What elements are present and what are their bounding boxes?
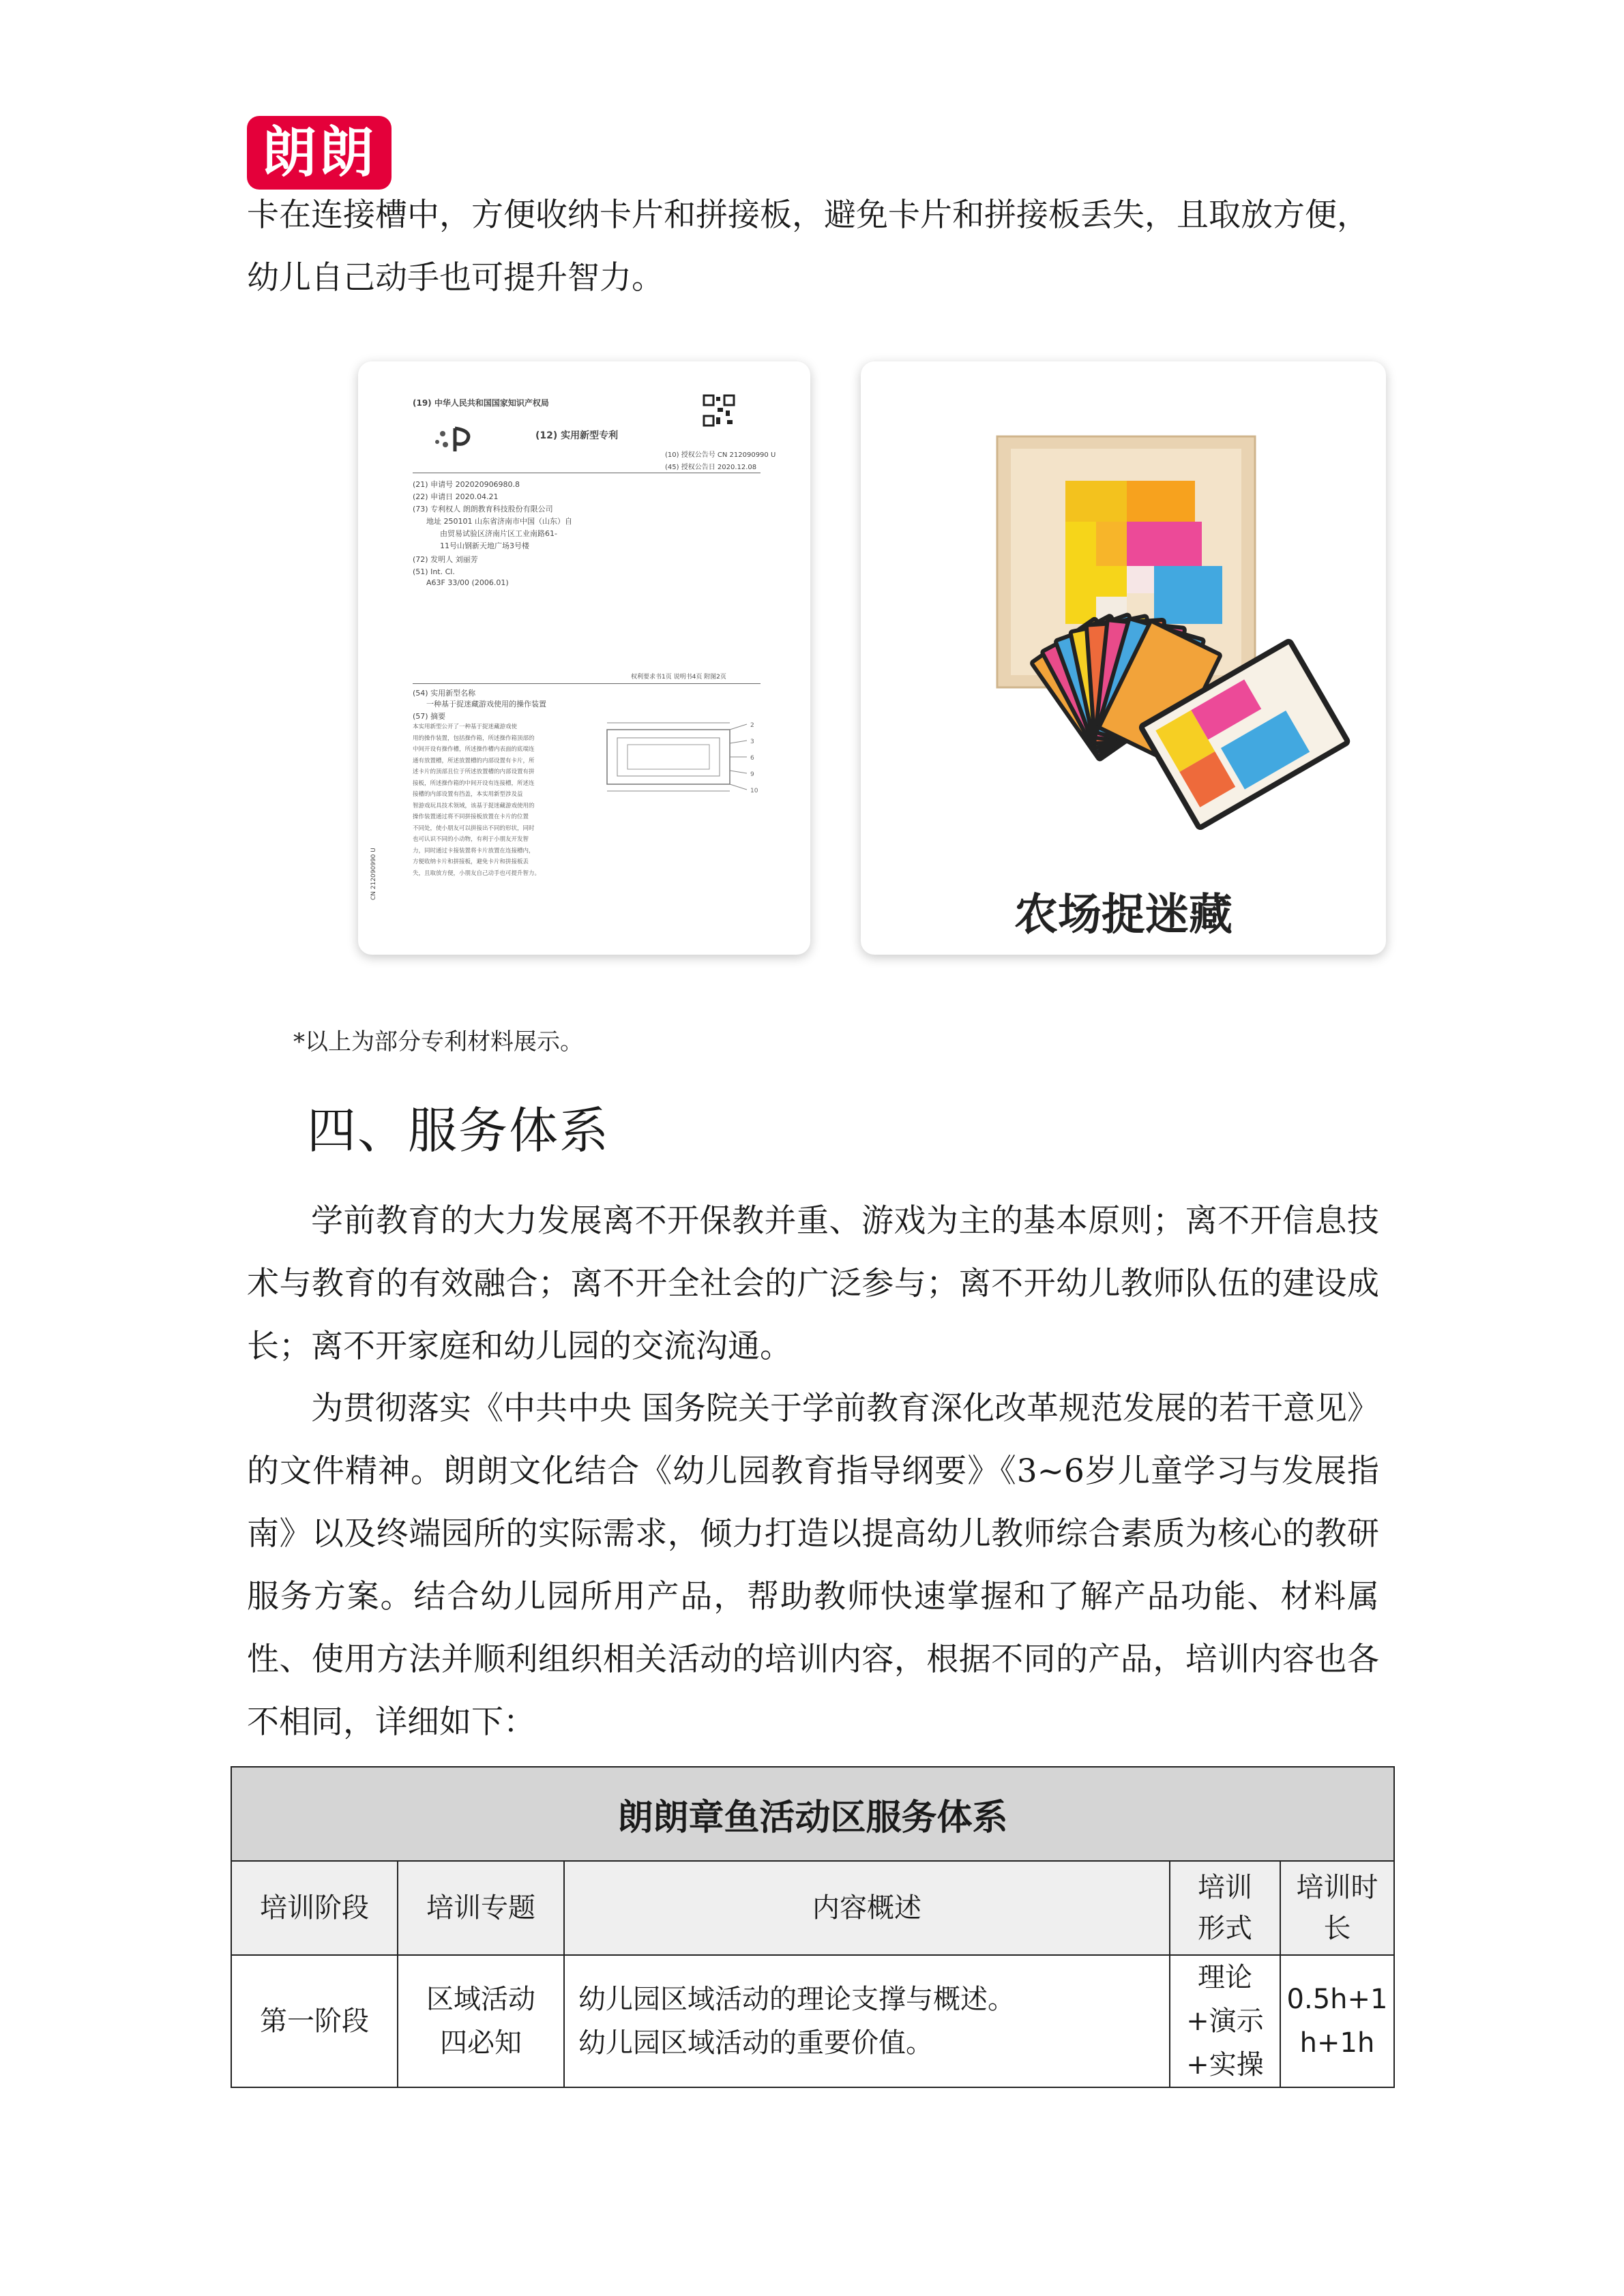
patent-document-image [358,361,810,955]
product-caption: 农场捉迷藏 [1014,890,1232,940]
cell-form [1170,1955,1280,2087]
patent-app-date: (22) 申请日 2020.04.21 [413,492,499,501]
cnipa-logo-icon [433,424,481,456]
svg-text:6: 6 [750,755,754,762]
cell-content-line: 幼儿园区域活动的重要价值。 [578,2027,933,2059]
cell-duration-line: h+1h [1299,2027,1375,2059]
svg-text:2: 2 [750,722,754,729]
intro-paragraph [247,184,1379,310]
header-duration-line: 培训时 [1296,1872,1378,1903]
intro-line-2: 幼儿自己动手也可提升智力。 [247,259,664,297]
product-image-card [861,361,1386,955]
table-title: 朗朗章鱼活动区服务体系 [231,1767,1394,1861]
patent-address-1: 地址 250101 山东省济南市中国（山东）自 [426,517,572,526]
cell-topic-line: 四必知 [440,2027,522,2059]
header-duration-line: 长 [1323,1913,1351,1944]
body-paragraph-1: 学前教育的大力发展离不开保教并重、游戏为主的基本原则；离不开信息技术与教育的有效融合；离不开全社会的广泛参与；离不开幼儿教师队伍的建设成长；离不开家庭和幼儿园的交流沟通。 [247,1202,1379,1365]
cell-form-line: 理论 [1198,1962,1252,1993]
product-photo [861,361,1386,852]
abstract-line: 不同处，使小朋友可以拼接出不同的形状，同时 [413,824,535,832]
patent-pages-note: 权利要求书1页 说明书4页 附图2页 [631,674,726,681]
table-row [231,1955,1394,2087]
patent-type: (12) 实用新型专利 [535,430,619,441]
patent-inventor: (72) 发明人 刘丽芳 [413,555,478,564]
cell-form-line: +实操 [1186,2049,1264,2081]
patent-name-label: (54) 实用新型名称 [413,689,476,698]
header-form [1170,1861,1280,1955]
body-paragraph-2: 为贯彻落实《中共中央 国务院关于学前教育深化改革规范发展的若干意见》的文件精神。朗朗文化结合《幼儿园教育指导纲要》《3~6岁儿童学习与发展指南》以及终端园所的实际需求，倾力打造以提高幼儿教师综合素质为核心的教研服务方案。结合幼儿园所用产品，帮助教师快速掌握和了解产品功能、材料属性、使用方法并顺利组织相关活动的培训内容，根据不同的产品，培训内容也各不相同，详细如下： [247,1390,1379,1741]
patent-note: *以上为部分专利材料展示。 [293,1028,583,1056]
cell-form-line: +演示 [1186,2006,1264,2037]
abstract-line: 中间开设有操作槽，所述操作槽内表面的底端连 [413,746,535,753]
abstract-line: 失，且取放方便，小朋友自己动手也可提升智力。 [413,869,541,877]
abstract-line: 操作装置通过将不同拼接板放置在卡片的位置 [413,814,529,820]
svg-text:10: 10 [750,788,758,794]
svg-text:3: 3 [750,739,754,745]
patent-pub-date: (45) 授权公告日 2020.12.08 [665,464,757,471]
header-form-line: 形式 [1198,1913,1252,1944]
abstract-line: 本实用新型公开了一种基于捉迷藏游戏使 [413,724,518,730]
patent-cl-code: A63F 33/00 (2006.01) [426,578,509,587]
abstract-line: 述卡片的顶部且位于所述放置槽的内部设置有拼 [413,769,535,775]
patent-pub-no: (10) 授权公告号 CN 212090990 U [665,451,776,459]
abstract-line: 方便收纳卡片和拼接板，避免卡片和拼接板丢 [413,859,529,865]
cell-duration [1280,1955,1394,2087]
header-stage: 培训阶段 [231,1861,398,1955]
header-duration [1280,1861,1394,1955]
header-content: 内容概述 [564,1861,1170,1955]
abstract-line: 智游戏玩具技术领域，该基于捉迷藏游戏使用的 [413,802,535,809]
header-topic: 培训专题 [398,1861,564,1955]
patent-abstract-label: (57) 摘要 [413,712,446,721]
cell-content-line: 幼儿园区域活动的理论支撑与概述。 [578,1984,1015,2015]
patent-drawing [593,716,764,811]
patent-side-code: CN 212090990 U [370,848,377,900]
abstract-line: 用的操作装置，包括操作箱，所述操作箱顶部的 [413,734,535,742]
service-system-table [231,1766,1395,2088]
patent-abstract [413,721,583,879]
patent-owner: (73) 专利权人 朗朗教育科技股份有限公司 [413,505,553,513]
cell-stage: 第一阶段 [231,1955,398,2087]
patent-address-3: 11号山钢新天地广场3号楼 [440,541,529,550]
intro-line-1: 卡在连接槽中，方便收纳卡片和拼接板，避免卡片和拼接板丢失，且取放方便， [247,196,1369,234]
brand-logo: 朗朗 [247,116,392,190]
section-heading: 四、服务体系 [307,1102,610,1159]
svg-text:9: 9 [750,771,754,778]
patent-app-no: (21) 申请号 202020906980.8 [413,480,520,489]
abstract-line: 也可认识不同的小动物，有利于小朋友开发智 [413,836,529,843]
cell-duration-line: 0.5h+1 [1286,1984,1388,2015]
abstract-line: 力，同时通过卡接装置将卡片放置在连接槽内， [413,847,535,854]
header-form-line: 培训 [1198,1872,1252,1903]
abstract-line: 接槽的内部设置有挡盖，本实用新型涉及益 [413,791,523,798]
qr-code-icon [703,394,735,427]
abstract-line: 通有放置槽，所述放置槽的内部设置有卡片，所 [413,757,535,764]
table-header-row [231,1861,1394,1955]
cell-content [564,1955,1170,2087]
patent-header: (19) 中华人民共和国国家知识产权局 [413,398,549,408]
cell-topic [398,1955,564,2087]
patent-int-cl: (51) Int. Cl. [413,567,455,576]
patent-address-2: 由贸易试验区济南片区工业南路61- [440,529,557,538]
abstract-line: 接板，所述操作箱的中间开设有连接槽，所述连 [413,779,535,787]
cell-topic-line: 区域活动 [426,1984,535,2015]
patent-name: 一种基于捉迷藏游戏使用的操作装置 [426,700,546,709]
